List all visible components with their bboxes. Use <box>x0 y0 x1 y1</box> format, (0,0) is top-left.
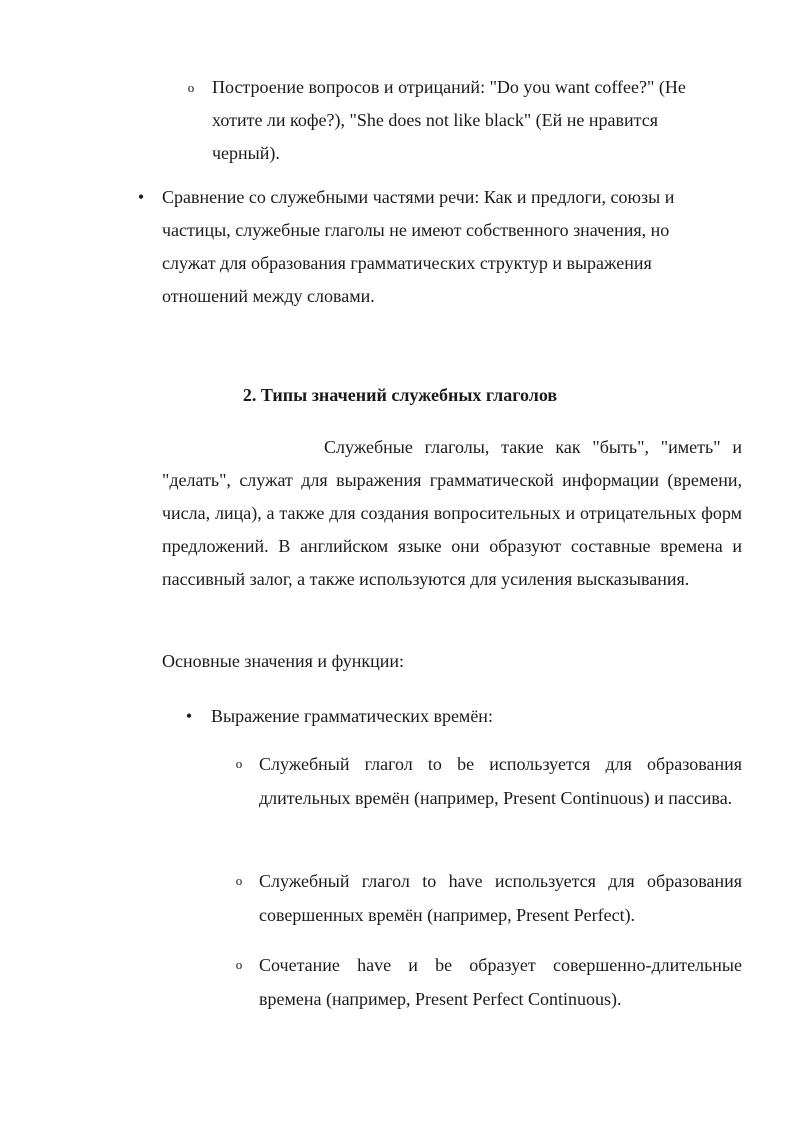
bullet-list-item: Выражение грамматических времён: <box>211 706 493 726</box>
sub-list-item: Построение вопросов и отрицаний: "Do you want coffee?" (Не хотите ли кофе?), "She does not like black" (Ей не нравится черный). <box>212 77 686 163</box>
sub-bullet-marker: o <box>235 756 243 771</box>
bullet-marker: • <box>185 706 193 726</box>
sub-list-item: Служебный глагол to be используется для образования длительных времён (например, Present Continuous) и пассива. <box>259 754 742 808</box>
sub-list-item: Сочетание have и be образует совершенно-длительные времена (например, Present Perfect Continuous). <box>259 955 742 1009</box>
sub-bullet-marker: o <box>187 80 195 95</box>
bullet-marker: • <box>137 187 145 207</box>
sub-list-item: Служебный глагол to have используется для образования совершенных времён (например, Present Perfect). <box>259 871 742 925</box>
sub-bullet-marker: o <box>235 873 243 888</box>
sub-bullet-marker: o <box>235 957 243 972</box>
bullet-list-item: Сравнение со служебными частями речи: Как и предлоги, союзы и частицы, служебные глаголы не имеют собственного значения, но служат для образования грамматических структур и выражения отношений между словами. <box>162 187 675 306</box>
body-paragraph: Служебные глаголы, такие как "быть", "иметь" и "делать", служат для выражения грамматической информации (времени, числа, лица), а также для создания вопросительных и отрицательных форм предложений. В английском языке они образуют составные времена и пассивный залог, а также используются для усиления высказывания. <box>162 437 742 589</box>
functions-label: Основные значения и функции: <box>162 651 405 671</box>
section-heading: 2. Типы значений служебных глаголов <box>242 385 558 405</box>
